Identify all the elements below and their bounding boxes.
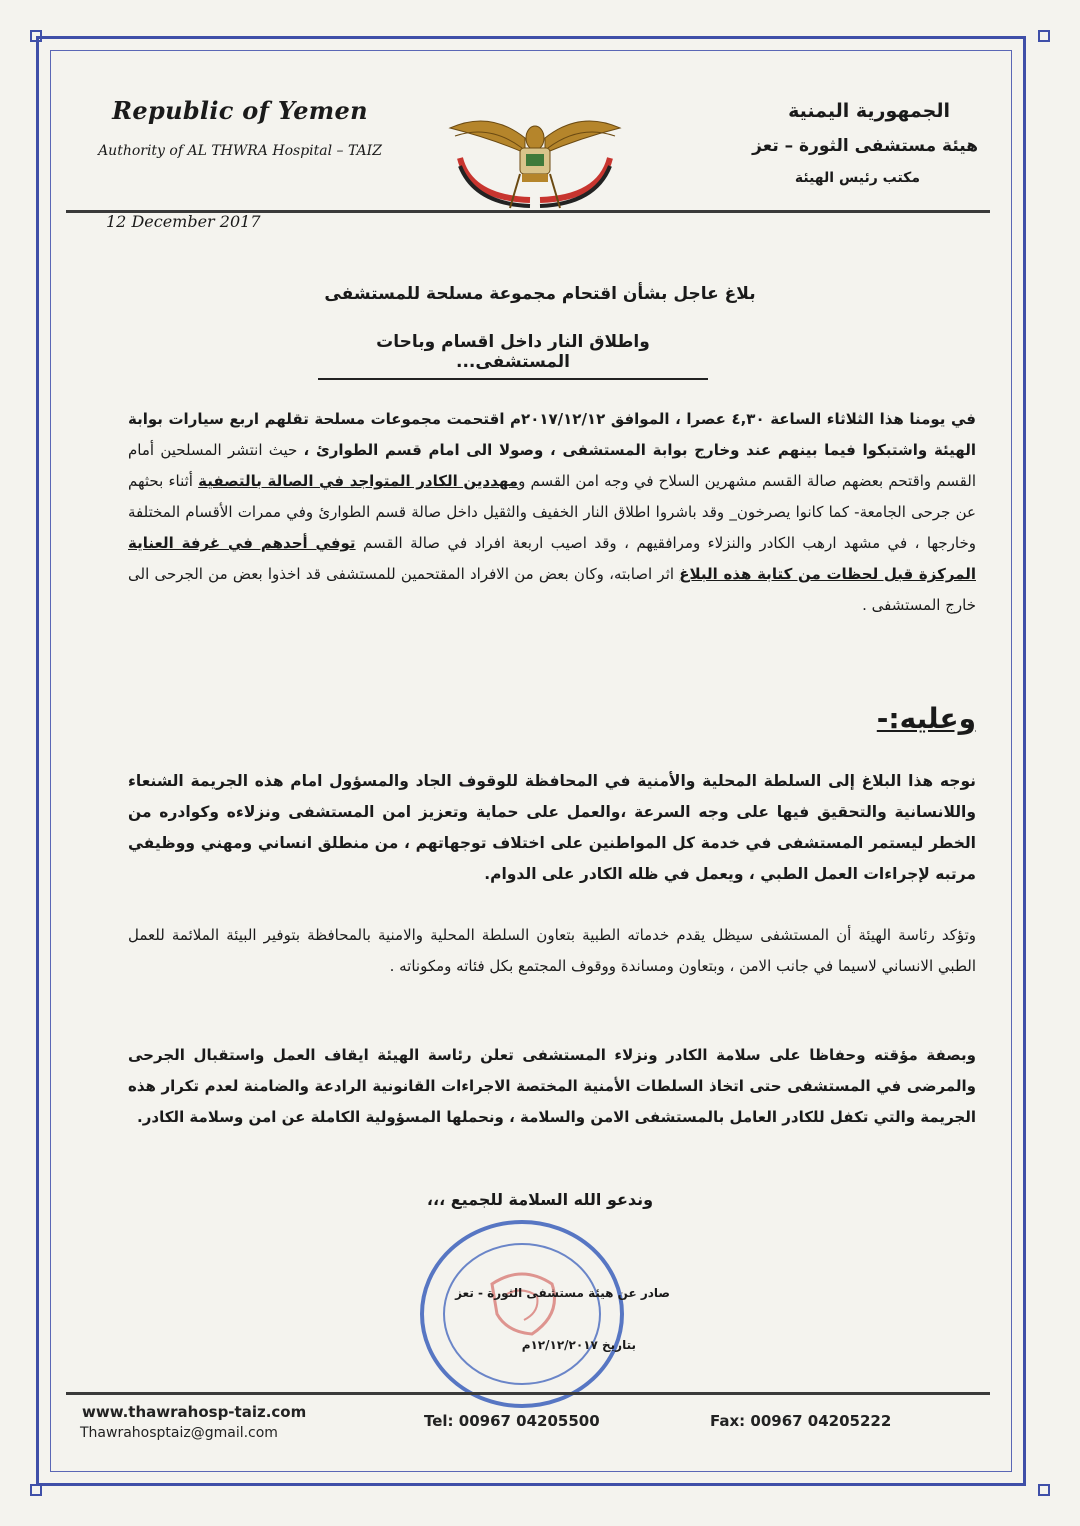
closing-line: وندعو الله السلامة للجميع ،،، — [426, 1190, 654, 1209]
p1-part-f: اثر اصابته، وكان بعض من الافراد المقتحمين للمستشفى قد اخذوا بعض من الجرحى الى خارج المستشفى . — [128, 565, 976, 614]
footer-telephone: Tel: 00967 04205500 — [424, 1412, 600, 1430]
section-heading: وعليه:- — [876, 702, 976, 735]
corner-ornament — [1038, 1484, 1050, 1496]
footer-email-link[interactable]: Thawrahosptaiz@gmail.com — [80, 1425, 278, 1441]
p1-part-c: مهددين الكادر المتواجد في الصالة بالتصفية — [198, 472, 519, 490]
affirmation-paragraph: وتؤكد رئاسة الهيئة أن المستشفى سيظل يقدم خدماته الطبية بتعاون السلطة المحلية والامنية بالمحافظة بتوفير البيئة الملائمة للعمل الطبي الانساني لاسيما في جانب الامن ، وبتعاون ومساندة ووقوف المجتمع بكل فئاته ومكوناته . — [128, 926, 976, 975]
p1-part-b: حيث انتشر المسلحين أمام القسم واقتحم بعضهم صالة القسم مشهرين السلاح في وجه امن القسم و — [128, 441, 977, 490]
authority-subtitle: Authority of AL THWRA Hospital – TAIZ — [98, 143, 382, 159]
letterhead-arabic — [690, 100, 978, 186]
corner-ornament — [30, 30, 42, 42]
official-stamp-icon — [412, 1214, 632, 1414]
office-label-arabic: مكتب رئيس الهيئة — [794, 170, 920, 186]
document-title: بلاغ عاجل بشأن اقتحام مجموعة مسلحة للمستشفى — [324, 284, 756, 304]
corner-ornament — [1038, 30, 1050, 42]
p1-part-e: توفي أحدهم في غرفة العناية المركزة قبل لحظات من كتابة هذه البلاغ — [128, 534, 976, 583]
republic-title: Republic of Yemen — [112, 96, 368, 125]
republic-title-arabic: الجمهورية اليمنية — [788, 100, 950, 122]
yemen-eagle-emblem-icon — [430, 108, 640, 218]
authority-subtitle-arabic: هيئة مستشفى الثورة – تعز — [752, 136, 978, 156]
footer-divider — [66, 1392, 990, 1395]
footer-website-link[interactable]: www.thawrahosp-taiz.com — [82, 1403, 307, 1421]
issued-by: صادر عن هيئة مستشفى الثورة - تعز — [455, 1286, 670, 1300]
footer-fax: Fax: 00967 04205222 — [710, 1412, 892, 1430]
appeal-paragraph: نوجه هذا البلاغ إلى السلطة المحلية والأمنية في المحافظة للوقوف الجاد والمسؤول امام هذه الجريمة الشنعاء واللانسانية والتحقيق فيها على وجه السرعة ،والعمل على حماية وتعزيز امن المستشفى ونزلاءه وكوادره من الخطر ليستمر المستشفى في خدمة كل المواطنين على اختلاف توجهاتهم ، من منطلق انساني ومهني ووظيفي مرتبه لإجراءات العمل الطبي ، ويعمل في ظله الكادر على الدوام. — [128, 772, 976, 883]
p1-part-a: في يومنا هذا الثلاثاء الساعة ٤,٣٠ عصرا ، الموافق ٢٠١٧/١٢/١٢م اقتحمت مجموعات مسلحة تقلهم اربع سيارات بوابة الهيئة واشتبكوا فيما بينهم عند وخارج بوابة المستشفى ، وصولا الى امام قسم الطوارئ ، — [128, 410, 976, 459]
letterhead-english — [70, 96, 410, 159]
p1-part-d: أثناء بحثهم عن جرحى الجامعة- كما كانوا يصرخون_ وقد باشروا اطلاق النار الخفيف والثقيل داخل صالة قسم الطوارئ وفي ممرات الأقسام المختلفة وخارجها ، في مشهد ارهب الكادر والنزلاء ومرافقيهم ، وقد اصيب اربعة افراد في صالة القسم — [128, 472, 977, 552]
corner-ornament — [30, 1484, 42, 1496]
suspension-paragraph: وبصفة مؤقته وحفاظا على سلامة الكادر ونزلاء المستشفى تعلن رئاسة الهيئة ايقاف العمل واستقبال الجرحى والمرضى في المستشفى حتى اتخاذ السلطات الأمنية المختصة الاجراءات القانونية الرادعة والضامنة لعدم تكرار هذه الجريمة والتي تكفل للكادر العامل بالمستشفى الامن والسلامة ، ونحملها المسؤولية الكاملة عن امن وسلامة الكادر. — [128, 1046, 976, 1126]
incident-paragraph — [128, 404, 976, 621]
document-date: 12 December 2017 — [106, 212, 261, 231]
issued-date: بتاريخ ١٢/١٢/٢٠١٧م — [521, 1338, 636, 1352]
document-subtitle: واطلاق النار داخل اقسام وباحات المستشفى... — [318, 332, 708, 380]
